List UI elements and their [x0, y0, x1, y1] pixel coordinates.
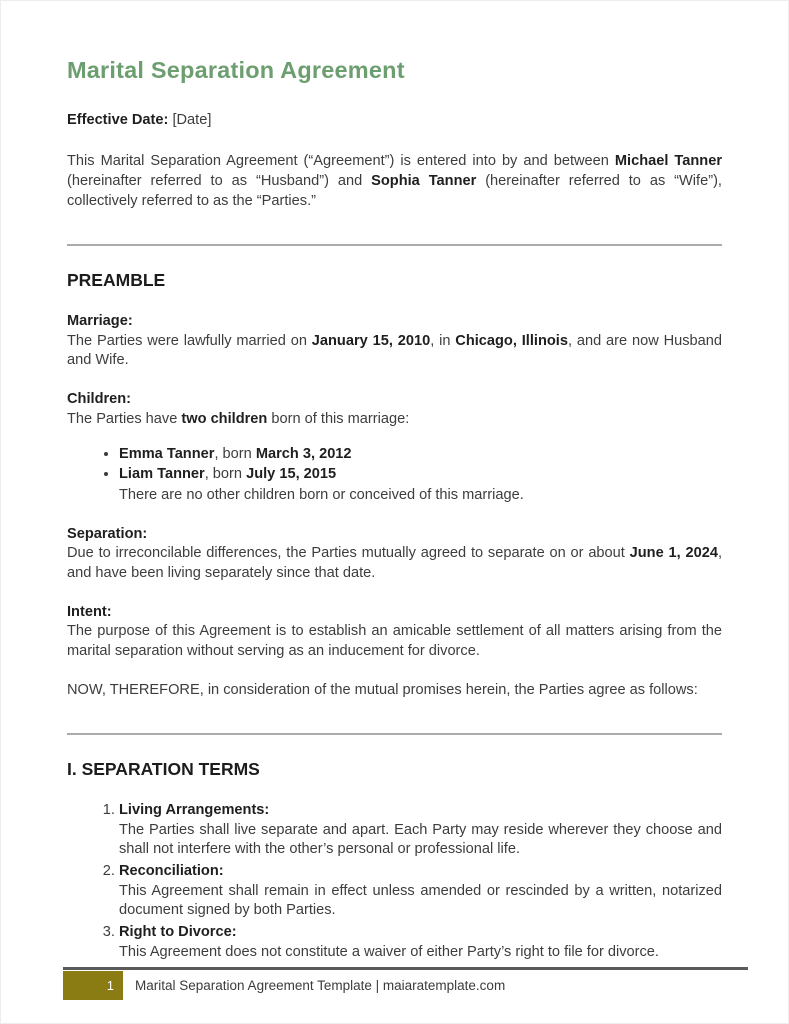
footer-row — [63, 971, 748, 1000]
page-footer — [63, 967, 748, 1000]
children-label: Children: — [67, 391, 132, 408]
separation-section — [67, 525, 722, 584]
effective-date-line — [67, 111, 722, 131]
marriage-body: The Parties were lawfully married on January 15, 2010, in Chicago, Illinois, and are now Husband and Wife. — [67, 332, 723, 369]
child-list-item: • Emma Tanner, born March 3, 2012 — [119, 445, 722, 465]
intent-section — [67, 603, 722, 662]
term-body: This Agreement does not constitute a waiver of either Party’s right to file for divorce. — [119, 943, 659, 960]
term-item-right-to-divorce — [119, 923, 722, 962]
term-label: 3. Right to Divorce: — [119, 924, 237, 941]
children-note: There are no other children born or conceived of this marriage. — [119, 486, 524, 503]
document-title: Marital Separation Agreement — [67, 57, 405, 83]
term-body: The Parties shall live separate and apart. Each Party may reside wherever they choose and shall not interfere with the other’s personal or professional life. — [119, 821, 722, 858]
separation-body: Due to irreconcilable differences, the Parties mutually agreed to separate on or about June 1, 2024, and have been living separately since that date. — [67, 545, 722, 581]
children-section — [67, 390, 722, 505]
term-label: 1. Living Arrangements: — [119, 802, 270, 819]
marriage-label: Marriage: — [67, 313, 133, 330]
marriage-section — [67, 312, 722, 371]
separation-terms-heading: I. SEPARATION TERMS — [67, 759, 260, 780]
intro-paragraph: This Marital Separation Agreement (“Agreement”) is entered into by and between Michael Tanner (hereinafter referred to as “Husband”) and Sophia Tanner (hereinafter referred to as “Wife”), collectively referred to as the “Parties.” — [67, 153, 722, 209]
term-item-reconciliation — [119, 862, 722, 921]
now-therefore-paragraph: NOW, THEREFORE, in consideration of the mutual promises herein, the Parties agree as follows: — [67, 681, 698, 698]
children-list — [67, 445, 722, 485]
document-content — [1, 1, 788, 963]
children-body: The Parties have two children born of this marriage: — [67, 410, 410, 427]
term-label: 2. Reconciliation: — [119, 863, 224, 880]
term-body: This Agreement shall remain in effect unless amended or rescinded by a written, notarized document signed by both Parties. — [119, 882, 722, 919]
separation-label: Separation: — [67, 525, 148, 542]
intent-body: The purpose of this Agreement is to establish an amicable settlement of all matters arising from the marital separation without serving as an inducement for divorce. — [67, 623, 722, 660]
page-number-badge: 1 — [63, 971, 123, 1000]
section-divider-middle — [67, 733, 722, 735]
footer-text: Marital Separation Agreement Template | maiaratemplate.com — [135, 978, 506, 993]
term-item-living-arrangements — [119, 801, 722, 860]
separation-terms-list — [67, 801, 722, 963]
child-list-item: • Liam Tanner, born July 15, 2015 — [119, 465, 722, 485]
effective-date-label: Effective Date: — [67, 111, 169, 128]
section-divider-top — [67, 244, 722, 246]
effective-date-value: [Date] — [172, 111, 212, 128]
preamble-heading: PREAMBLE — [67, 270, 166, 291]
intent-label: Intent: — [67, 603, 112, 620]
